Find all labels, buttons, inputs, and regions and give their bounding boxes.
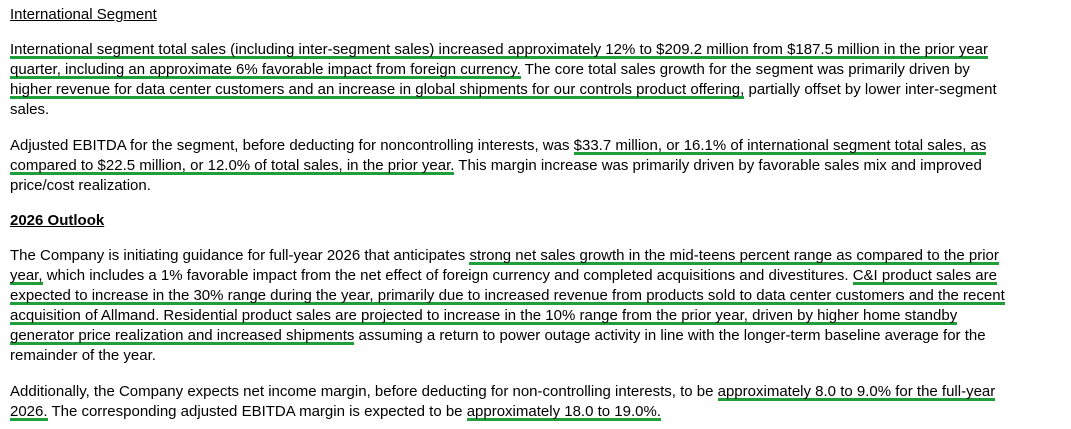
body-text: which includes a 1% favorable impact from the net effect of foreign currency and completed acquisitions and divestitures. [42,267,853,284]
body-text: Adjusted EBITDA for the segment, before deducting for noncontrolling interests, was [10,137,574,154]
highlighted-text: approximately 8.0 to 9.0% for the full-year [717,383,996,400]
highlighted-text: strong net sales growth in the mid-teens percent range as compared to the prior [469,247,999,264]
highlighted-text: acquisition of Allmand. Residential product sales are projected to increase in the 10% range from the prior year, driven by higher home standby [10,307,958,324]
highlighted-text: International segment total sales (including inter-segment sales) increased approximately 12% to $209.2 million from $187.5 million in the prior year [10,41,989,58]
highlighted-text: expected to increase in the 30% range during the year, primarily due to increased revenue from products sold to data center customers and the recent [10,287,1005,304]
highlighted-text: generator price realization and increased shipments [10,327,355,344]
highlighted-text: $33.7 million, or 16.1% of international segment total sales, as [573,137,987,154]
highlighted-text: C&I product sales are [852,267,997,284]
outlook-margin-paragraph [10,382,1062,422]
outlook-guidance-paragraph [10,246,1062,366]
body-text: price/cost realization. [10,177,151,194]
body-text: partially offset by lower inter-segment [744,81,997,98]
international-ebitda-paragraph [10,136,1062,196]
international-segment-heading: International Segment [10,6,157,23]
outlook-heading: 2026 Outlook [10,212,105,229]
body-text: sales. [10,101,50,118]
highlighted-text: year, [10,267,43,284]
body-text: The core total sales growth for the segment was primarily driven by [520,61,970,78]
highlighted-text: higher revenue for data center customers and an increase in global shipments for our controls product offering, [10,81,745,98]
body-text: The corresponding adjusted EBITDA margin is expected to be [47,403,467,420]
body-text: remainder of the year. [10,347,156,364]
highlighted-text: approximately 18.0 to 19.0%. [466,403,661,420]
body-text: assuming a return to power outage activity in line with the longer-term baseline average for the [354,327,986,344]
highlighted-text: 2026. [10,403,48,420]
international-sales-paragraph [10,40,1062,120]
highlighted-text: quarter, including an approximate 6% favorable impact from foreign currency. [10,61,521,78]
highlighted-text: compared to $22.5 million, or 12.0% of total sales, in the prior year. [10,157,455,174]
body-text: Additionally, the Company expects net income margin, before deducting for non-controlling interests, to be [10,383,718,400]
body-text: This margin increase was primarily driven by favorable sales mix and improved [454,157,982,174]
body-text: The Company is initiating guidance for full-year 2026 that anticipates [10,247,470,264]
